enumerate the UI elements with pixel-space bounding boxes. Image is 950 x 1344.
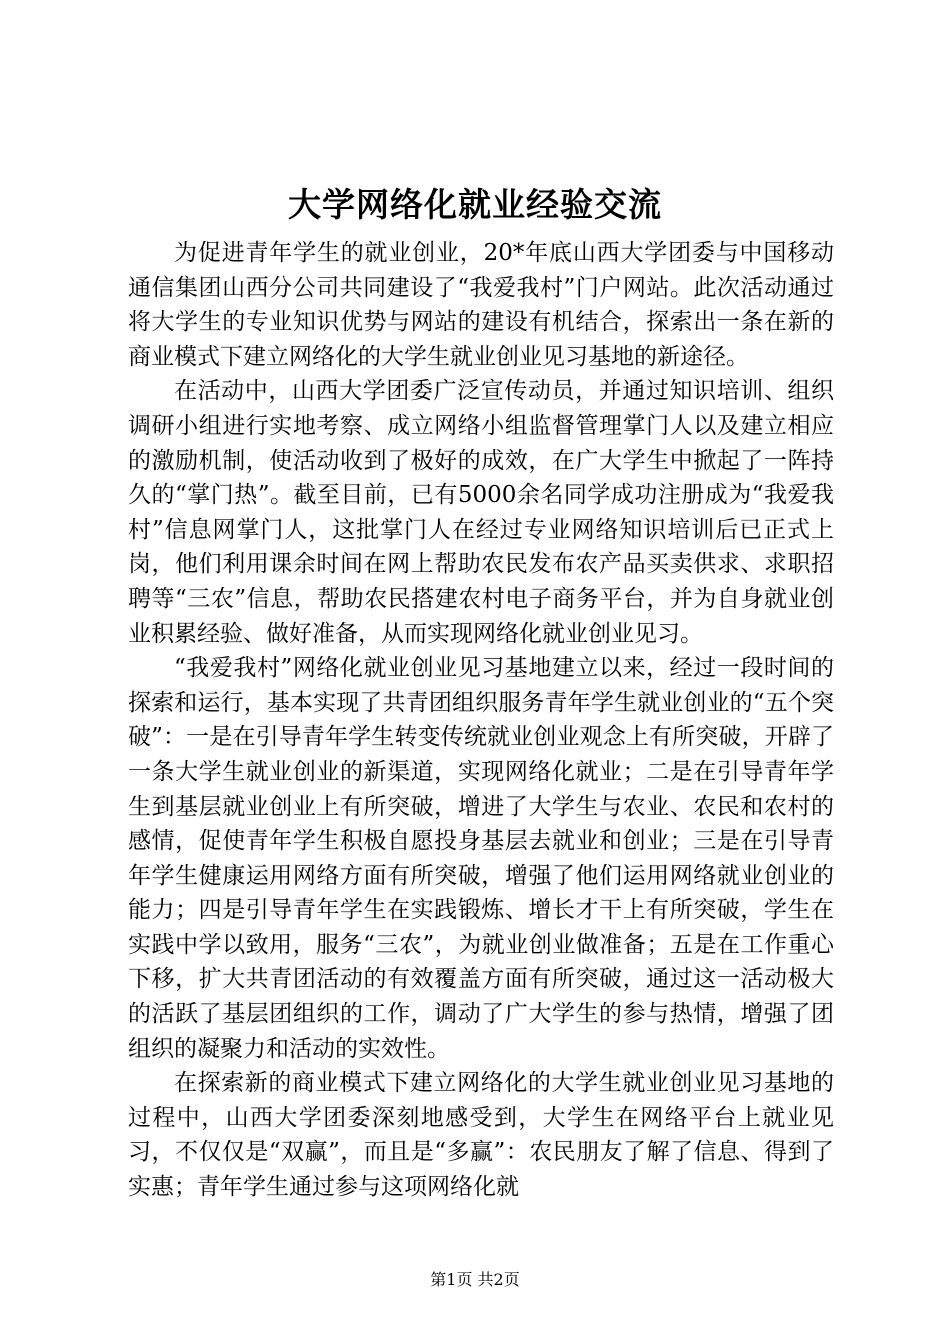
- paragraph: “我爱我村”网络化就业创业见习基地建立以来，经过一段时间的探索和运行，基本实现了共青团组织服务青年学生就业创业的“五个突破”：一是在引导青年学生转变传统就业创业观念上有所突破，开辟了一条大学生就业创业的新渠道，实现网络化就业；二是在引导青年学生到基层就业创业上有所突破，增进了大学生与农业、农民和农村的感情，促使青年学生积极自愿投身基层去就业和创业；三是在引导青年学生健康运用网络方面有所突破，增强了他们运用网络就业创业的能力；四是引导青年学生在实践锻炼、增长才干上有所突破，学生在实践中学以致用，服务“三农”，为就业创业做准备；五是在工作重心下移，扩大共青团活动的有效覆盖方面有所突破，通过这一活动极大的活跃了基层团组织的工作，调动了广大学生的参与热情，增强了团组织的凝聚力和活动的实效性。: [128, 655, 834, 1062]
- paragraph: 为促进青年学生的就业创业，20*年底山西大学团委与中国移动通信集团山西分公司共同建设了“我爱我村”门户网站。此次活动通过将大学生的专业知识优势与网站的建设有机结合，探索出一条在新的商业模式下建立网络化的大学生就业创业见习基地的新途径。: [128, 240, 834, 370]
- paragraph: 在探索新的商业模式下建立网络化的大学生就业创业见习基地的过程中，山西大学团委深刻地感受到，大学生在网络平台上就业见习，不仅仅是“双赢”，而且是“多赢”：农民朋友了解了信息、得到了实惠；青年学生通过参与这项网络化就: [128, 1070, 834, 1201]
- paragraph: 在活动中，山西大学团委广泛宣传动员，并通过知识培训、组织调研小组进行实地考察、成立网络小组监督管理掌门人以及建立相应的激励机制，使活动收到了极好的成效，在广大学生中掀起了一阵持久的“掌门热”。截至目前，已有5000余名同学成功注册成为“我爱我村”信息网掌门人，这批掌门人在经过专业网络知识培训后已正式上岗，他们利用课余时间在网上帮助农民发布农产品买卖供求、求职招聘等“三农”信息，帮助农民搭建农村电子商务平台，并为自身就业创业积累经验、做好准备，从而实现网络化就业创业见习。: [128, 378, 834, 647]
- page-number-footer: 第1页 共2页: [430, 1270, 520, 1289]
- document-title: 大学网络化就业经验交流: [288, 185, 662, 224]
- document-body: [128, 236, 834, 1205]
